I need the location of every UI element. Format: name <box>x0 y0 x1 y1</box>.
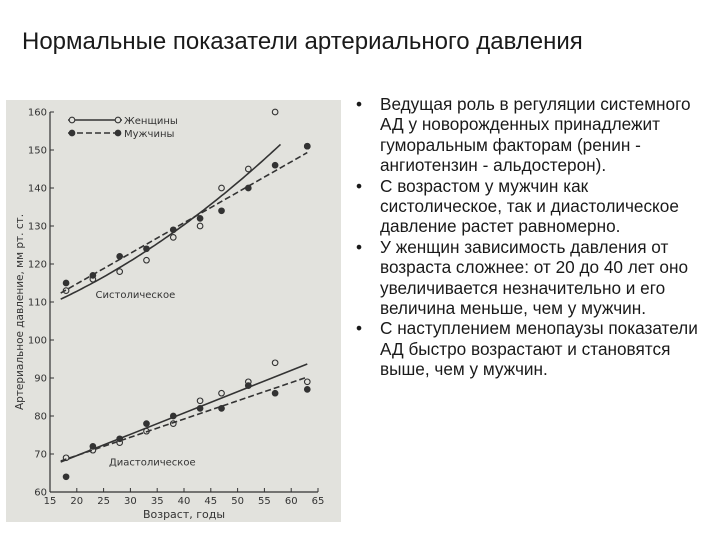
x-tick-label: 35 <box>150 496 164 507</box>
data-point <box>197 216 203 222</box>
data-point <box>197 398 203 404</box>
bullet-list <box>352 94 712 380</box>
y-axis-title: Артериальное давление, мм рт. ст. <box>14 213 26 411</box>
slide-title: Нормальные показатели артериального давления <box>22 28 583 55</box>
legend-marker <box>115 130 121 136</box>
data-point <box>63 280 69 286</box>
x-tick-label: 20 <box>70 496 84 507</box>
bullet-dot: • <box>356 236 363 257</box>
legend-label: Мужчины <box>124 129 175 140</box>
x-tick-label: 60 <box>284 496 298 507</box>
data-point <box>272 162 278 168</box>
y-tick-label: 100 <box>27 335 47 347</box>
bullet-item <box>352 237 712 319</box>
y-tick-label: 80 <box>34 411 47 423</box>
bullet-text: С возрастом у мужчин как систолическое, так и диастолическое давление растет равномерно. <box>380 175 679 237</box>
y-tick-label: 130 <box>27 221 47 233</box>
data-point <box>246 383 252 389</box>
legend-marker <box>115 117 121 123</box>
legend-marker <box>69 130 75 136</box>
y-tick-label: 110 <box>27 297 47 309</box>
data-point <box>219 185 225 191</box>
data-point <box>272 360 278 366</box>
data-point <box>144 246 150 252</box>
legend-label: Женщины <box>124 116 178 127</box>
bullet-dot: • <box>356 175 363 196</box>
bullet-text: Ведущая роль в регуляции системного АД у новорожденных принадлежит гуморальным факторам (ренин - ангиотензин - альдостерон). <box>380 94 691 176</box>
data-point <box>272 109 278 115</box>
curve-label-diastolic: Диастолическое <box>108 457 196 469</box>
x-tick-label: 30 <box>124 496 137 507</box>
y-tick-label: 90 <box>34 373 47 385</box>
data-point <box>219 390 225 396</box>
x-tick-label: 50 <box>231 496 244 507</box>
data-point <box>90 444 96 450</box>
bullet-item <box>352 318 712 379</box>
data-point <box>304 143 310 149</box>
bullet-text: С наступлением менопаузы показатели АД быстро возрастают и становятся выше, чем у мужчин. <box>380 318 698 380</box>
bullet-item <box>352 176 712 237</box>
data-point <box>304 379 310 385</box>
data-point <box>197 406 203 412</box>
bullet-dot: • <box>356 318 363 339</box>
data-point <box>170 235 176 241</box>
data-point <box>304 387 310 393</box>
blood-pressure-chart <box>6 100 341 522</box>
x-tick-label: 45 <box>204 496 218 507</box>
data-point <box>219 208 225 214</box>
y-tick-label: 160 <box>27 107 47 119</box>
series-line <box>61 153 308 293</box>
y-tick-label: 150 <box>27 145 47 157</box>
x-tick-label: 25 <box>97 496 110 507</box>
data-point <box>246 185 252 191</box>
data-point <box>272 390 278 396</box>
data-point <box>144 257 150 263</box>
chart-canvas <box>6 100 341 522</box>
curve-label-systolic: Систолическое <box>95 290 176 302</box>
data-point <box>117 269 123 275</box>
x-axis-title: Возраст, годы <box>142 508 226 521</box>
y-tick-label: 140 <box>27 183 47 195</box>
data-point <box>246 166 252 172</box>
y-tick-label: 120 <box>27 259 47 271</box>
x-tick-label: 65 <box>311 496 325 507</box>
x-tick-label: 15 <box>43 496 57 507</box>
data-point <box>63 474 69 480</box>
series-line <box>61 364 308 462</box>
legend-marker <box>69 117 75 123</box>
bullet-item <box>352 94 712 176</box>
y-tick-label: 60 <box>34 487 47 499</box>
data-point <box>117 436 123 442</box>
data-point <box>170 227 176 233</box>
data-point <box>197 223 203 229</box>
x-tick-label: 40 <box>177 496 191 507</box>
bullet-dot: • <box>356 94 363 114</box>
data-point <box>144 421 150 427</box>
data-point <box>219 406 225 412</box>
data-point <box>170 413 176 419</box>
y-tick-label: 70 <box>34 449 47 461</box>
series-line <box>61 377 308 461</box>
data-point <box>117 254 123 260</box>
x-tick-label: 55 <box>258 496 271 507</box>
data-point <box>90 273 96 279</box>
bullet-text: У женщин зависимость давления от возраста сложнее: от 20 до 40 лет оно увеличивается незначительно и его величина меньше, чем у мужчин. <box>380 236 688 319</box>
